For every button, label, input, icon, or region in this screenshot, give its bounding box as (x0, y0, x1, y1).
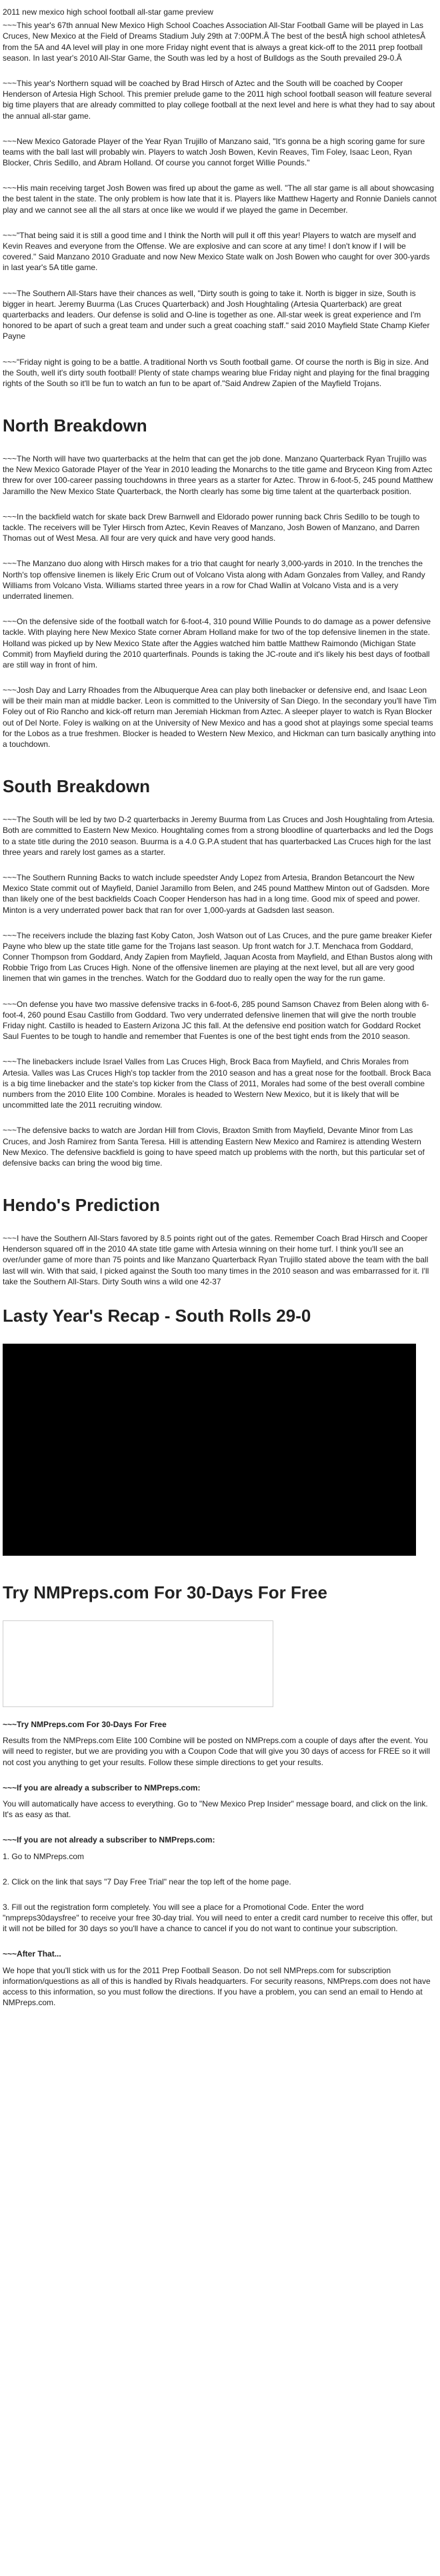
south-paragraph: ~~~The receivers include the blazing fast Koby Caton, Josh Watson out of Las Cruces, and the pure game breaker Kiefer Payne who blew up the state title game for the Trojans last season. Up front watch for J.T. Menchaca from Goddard, Conner Thompson from Goddard, Andy Zapien from Mayfield, Jaquan Acosta from Mayfield, and Ethan Bustos along with Robbie Trigo from Las Cruces High. None of the offensive linemen are playing at the next level, but all are very good linemen that win games in the trenches. Watch for the Goddard duo to really open the way for the run game. (3, 930, 433, 984)
south-paragraph: ~~~The defensive backs to watch are Jordan Hill from Clovis, Braxton Smith from Mayfield, Devante Minor from Las Cruces, and Josh Ramirez from Santa Teresa. Hill is attending Eastern New Mexico and Ramirez is attending Western New Mexico. The defensive backfield is going to have speed match up problems with the north, but this particular set of defensive backs can bring the wood big time. (3, 1126, 425, 1168)
subscriber-subheading: ~~~If you are already a subscriber to NMPreps.com: (3, 1782, 201, 1792)
after-subheading: ~~~After That... (3, 1949, 61, 1959)
north-paragraph: ~~~Josh Day and Larry Rhoades from the Albuquerque Area can play both linebacker or defensive end, and Isaac Leon will be their main man at middle backer. Leon is committed to the University of San Diego. In the secondary you'll have Tim Foley out of Rio Rancho and kick-off return man Jeremiah Hickman from Aztec. A sleeper player to watch is Ryan Blocker out of Del Norte. Foley is walking on at the University of New Mexico and has a good shot at playings some special teams for the Lobos as a true freshmen. Blocker is headed to Western New Mexico, and Hickman can turn basically anything into a touchdown. (3, 686, 437, 749)
south-paragraph: ~~~The linebackers include Israel Valles from Las Cruces High, Brock Baca from Mayfield, and Chris Morales from Artesia. Valles was Las Cruces High's top tackler from the 2010 season and has a great nose for the football. Brock Baca is a big time linebacker and the state's top kicker from the Class of 2011, Morales had some of the best overall combine numbers from the 2010 Elite 100 Combine. Morales is headed to Western New Mexico, but it is likely that will be uncommitted late the 2011 recruiting window. (3, 1057, 431, 1110)
intro-paragraph: ~~~This year's 67th annual New Mexico High School Coaches Association All-Star Football Game will be played in Las Cruces, New Mexico at the Field of Dreams Stadium July 29th at 7:00PM.Â The best of the bestÂ high school athletesÂ from the 5A and 4A level will play in one more Friday night event that is always a great kick-off to the 2011 prep football season. In last year's 2010 All-Star Game, the South was led by a host of Bulldogs as the South prevailed 29-0.Â (3, 21, 426, 63)
recap-heading: Lasty Year's Recap - South Rolls 29-0 (3, 1306, 311, 1326)
north-paragraph: ~~~On the defensive side of the football watch for 6-foot-4, 310 pound Willie Pounds to do damage as a power defensive tackle. With playing here New Mexico State corner Abram Holland make for two of the top defensive linemen in the state. Holland was picked up by New Mexico State after the Aggies watched him battle Matthew Raimondo (Michigan State Commit) from Mayfield during the 2010 quarterfinals. Pounds is taking the JC-route and it's likely his best days of football are still way in front of him. (3, 617, 431, 670)
recap-video-player[interactable] (3, 1344, 416, 1556)
trial-paragraph: Results from the NMPreps.com Elite 100 Combine will be posted on NMPreps.com a couple of days after the event. You will need to register, but we are providing you with a Coupon Code that will give you 30 days of access for FREE so it will not cost you anything to get your results. Follow these simple directions to get your results. (3, 1736, 430, 1767)
south-paragraph: ~~~The South will be led by two D-2 quarterbacks in Jeremy Buurma from Las Cruces and Josh Houghtaling from Artesia. Both are committed to Eastern New Mexico. Houghtaling comes from a strong bloodline of quarterbacks and led the Dogs to a state title during the 2010 season. Buurma is a 4.0 G.P.A student that has quarterbacked Las Cruces high for the last three years and rarely lost games as a starter. (3, 815, 435, 857)
prediction-heading: Hendo's Prediction (3, 1195, 160, 1216)
prediction-paragraph: ~~~I have the Southern All-Stars favored by 8.5 points right out of the gates. Remember Coach Brad Hirsch and Cooper Henderson squared off in the 2010 4A state title game with Artesia winning on their home turf. I think you'll see an over/under game of more than 75 points and like Manzano Quarterback Ryan Trujillo stated above the team with the ball last will win. With that said, I picked against the South too many times in the 2010 season and was embarrassed for it. I'll take the Southern All-Stars. Dirty South wins a wild one 42-37 (3, 1234, 429, 1286)
north-paragraph: ~~~In the backfield watch for skate back Drew Barnwell and Eldorado power running back Chris Sedillo to be tough to tackle. The receivers will be Tyler Hirsch from Aztec, Kevin Reaves of Manzano, Josh Bowen of Manzano, and Darren Thomas out of West Mesa. All four are very quick and have very good hands. (3, 511, 420, 543)
intro-paragraph: ~~~The Southern All-Stars have their chances as well, "Dirty south is going to take it. North is bigger in size, South is bigger in heart. Jeremy Buurma (Las Cruces Quarterback) and Josh Houghtaling (Artesia Quarterback) are great quarterbacks and leaders. Our defense is solid and O-line is together as one. All-star week is great experience and I'm honored to be apart of such a great team and under such a great coaching staff." said 2010 Mayfield State Champ Kiefer Payne (3, 288, 430, 341)
north-heading: North Breakdown (3, 415, 147, 436)
intro-paragraph: ~~~New Mexico Gatorade Player of the Year Ryan Trujillo of Manzano said, "It's gonna be a high scoring game for sure teams with the ball last will probably win. Players to watch Josh Bowen, Kevin Reaves, Tim Foley, Isaac Leon, Ryan Blocker, Chris Sedillo, and Abram Holland. Of course you cannot forget Willie Pounds." (3, 136, 425, 168)
north-paragraph: ~~~The North will have two quarterbacks at the helm that can get the job done. Manzano Quarterback Ryan Trujillo was the New Mexico Gatorade Player of the Year in 2010 leading the Monarchs to the title game and Bryceon King from Aztec threw for over 100-career passing touchdowns in three years as a starter for Aztec. Throw in 6-foot-5, 245 pound Matthew Jaramillo the New Mexico State Quarterback, the North clearly has some big time talent at the quarterback position. (3, 454, 433, 496)
intro-paragraph: ~~~His main receiving target Josh Bowen was fired up about the game as well. "The all star game is all about showcasing the best talent in the state. The only problem is how late that it is. Players like Matthew Hagerty and Ronnie Daniels cannot play and we cannot see all the all stars at once like we would if we played the game in December. (3, 183, 437, 215)
trial-heading: Try NMPreps.com For 30-Days For Free (3, 1582, 327, 1602)
step-1: 1. Go to NMPreps.com (3, 1851, 85, 1861)
nonsubscriber-subheading: ~~~If you are not already a subscriber to NMPreps.com: (3, 1835, 215, 1845)
trial-subheading: ~~~Try NMPreps.com For 30-Days For Free (3, 1720, 167, 1729)
intro-paragraph: ~~~This year's Northern squad will be coached by Brad Hirsch of Aztec and the South will be coached by Cooper Henderson of Artesia High School. This premier prelude game to the 2011 high school football season will feature several big time players that are already committed to play college football at the next level and here is what they had to say about the annual all-star game. (3, 78, 435, 121)
south-paragraph: ~~~On defense you have two massive defensive tracks in 6-foot-6, 285 pound Samson Chavez from Belen along with 6-foot-4, 260 pound Esau Castillo from Goddard. Two very underrated defensive linemen that will give the north trouble Friday night. Castillo is headed to Eastern Arizona JC this fall. At the defensive end position watch for Goddard Rocket Saul Fuentes to be tough to handle and remember that Fuentes is one of the best tight ends from the 2010 season. (3, 999, 429, 1042)
subscriber-paragraph: You will automatically have access to everything. Go to "New Mexico Prep Insider" message board, and click on the link. It's as easy as that. (3, 1798, 428, 1820)
south-heading: South Breakdown (3, 776, 151, 797)
intro-paragraph: ~~~"That being said it is still a good time and I think the North will pull it off this year! Players to watch are myself and Kevin Reaves and everyone from the Offense. We are explosive and can score at any time! I don't know if I will be covered." Said Manzano 2010 Graduate and now New Mexico State walk on Josh Bowen who caught for over 300-yards in last year's 5A title game. (3, 230, 430, 273)
south-paragraph: ~~~The Southern Running Backs to watch include speedster Andy Lopez from Artesia, Brandon Betancourt the New Mexico State commit out of Mayfield, Daniel Jaramillo from Belen, and 245 pound Matthew Minton out of Gadsden. More than likely one of the best backfields Coach Cooper Henderson has had in a long time. Good mix of speed and power. Minton is a very underrated power back that ran for over 1,000-yards at Gadsden last season. (3, 872, 430, 915)
intro-paragraph: ~~~"Friday night is going to be a battle. A traditional North vs South football game. Of course the north is Big in size. And the South, well it's dirty south football! Plenty of state champs wearing blue Friday night and playing for the final bragging rights of the South so it'll be fun to watch an fun to be apart of."Said Andrew Zapien of the Mayfield Trojans. (3, 357, 429, 388)
step-2: 2. Click on the link that says "7 Day Free Trial" near the top left of the home page. (3, 1876, 291, 1886)
after-paragraph: We hope that you'll stick with us for the 2011 Prep Football Season. Do not sell NMPreps.com for subscription information/questions as all of this is handled by Rivals headquarters. For security reasons, NMPreps.com does not have access to this information, so you must follow the directions. If you have a problem, you can send an email to Hendo at NMPreps.com. (3, 1965, 431, 2008)
embedded-frame (3, 1620, 273, 1707)
north-paragraph: ~~~The Manzano duo along with Hirsch makes for a trio that caught for nearly 3,000-yards in 2010. In the trenches the North's top offensive linemen is likely Eric Crum out of Volcano Vista along with Adam Gonzales from Valley, and Randy Williams from Volcano Vista. Williams started three years in a row for Chad Wallin at Volcano Vista and is a very underrated linemen. (3, 559, 425, 601)
article-title: 2011 new mexico high school football all-star game preview (3, 7, 213, 17)
step-3: 3. Fill out the registration form completely. You will see a place for a Promotional Code. Enter the word "nmpreps30daysfree" to receive your free 30-day trial. You will need to enter a credit card number to receive this offer, but it will not be billed for 30 days so you'll have a chance to cancel if you do not want to continue your subscription. (3, 1902, 433, 1934)
